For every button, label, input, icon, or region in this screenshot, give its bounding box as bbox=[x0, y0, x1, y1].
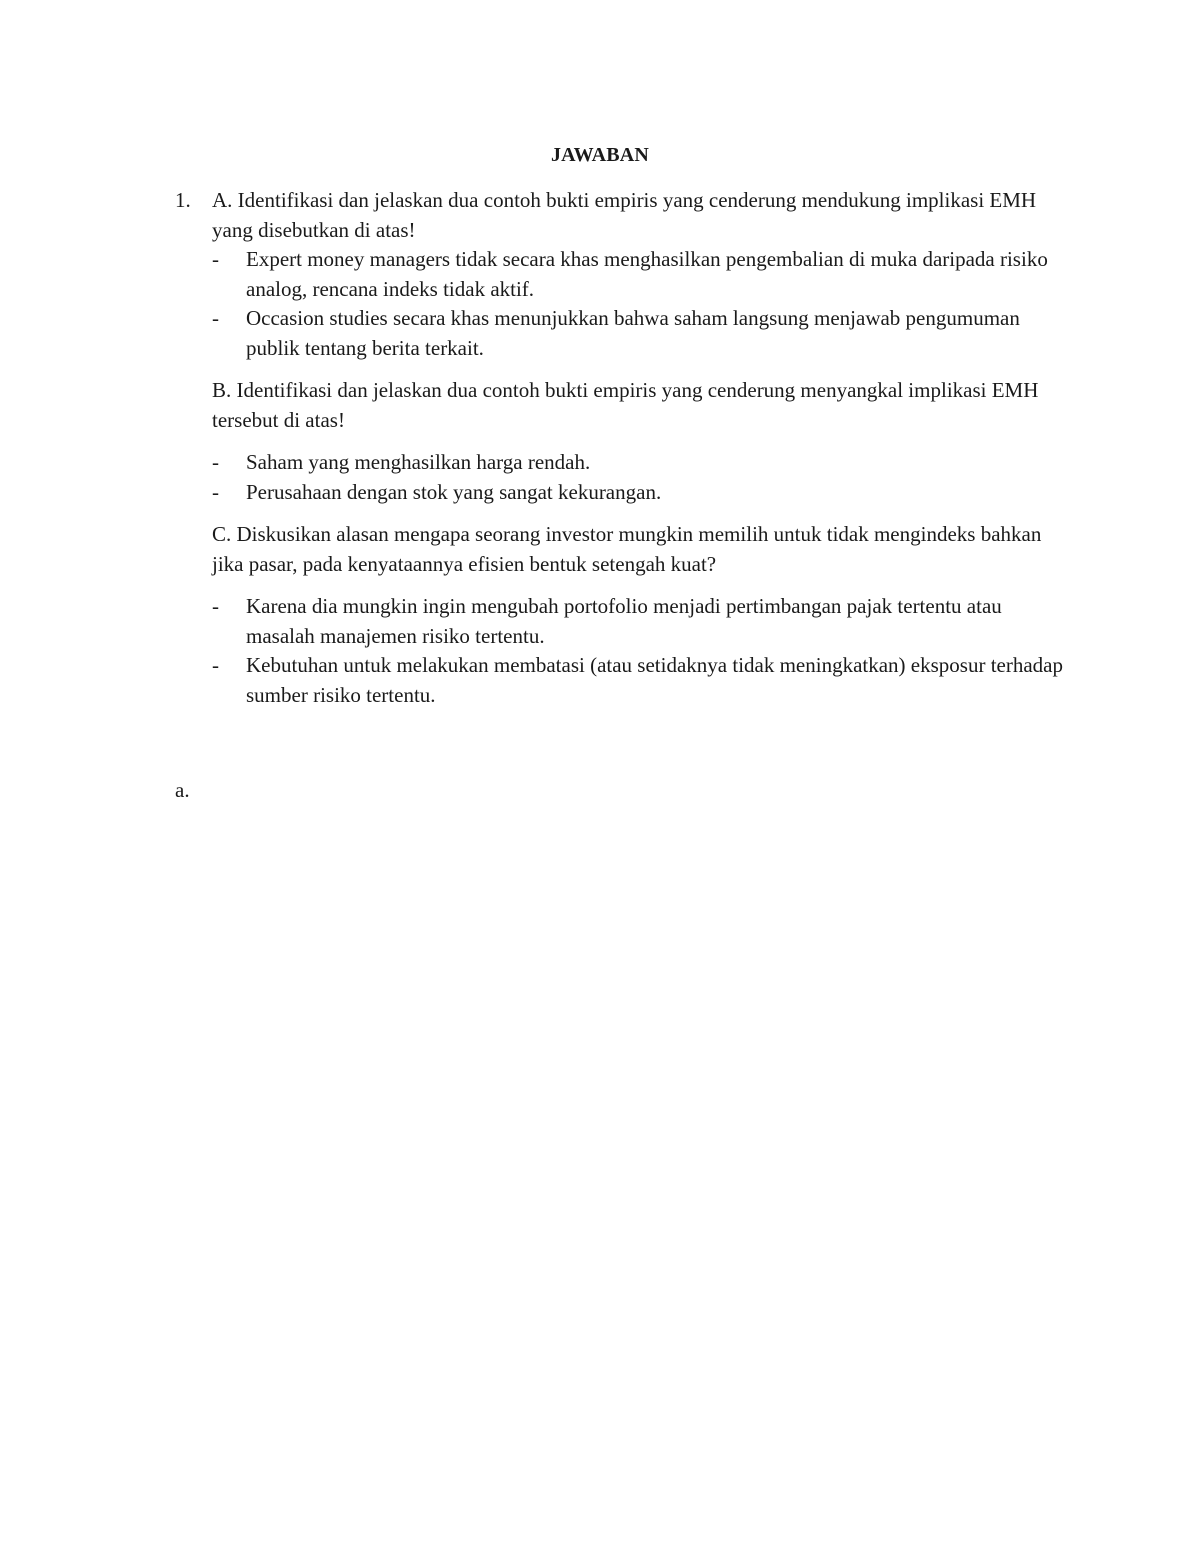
dash-marker: - bbox=[212, 450, 219, 474]
bullet-text: Occasion studies secara khas menunjukkan bahwa saham langsung menjawab pengumuman publik tentang berita terkait. bbox=[246, 306, 1020, 360]
bullet-text: Expert money managers tidak secara khas menghasilkan pengembalian di muka daripada risiko analog, rencana indeks tidak aktif. bbox=[246, 247, 1048, 301]
dash-marker: - bbox=[212, 306, 219, 330]
list-item bbox=[212, 245, 1075, 304]
bullet-list-c bbox=[212, 592, 1075, 710]
section-a bbox=[212, 186, 1075, 363]
item-body bbox=[212, 186, 1075, 710]
dash-marker: - bbox=[212, 594, 219, 618]
dash-marker: - bbox=[212, 247, 219, 271]
question-c: C. Diskusikan alasan mengapa seorang investor mungkin memilih untuk tidak mengindeks bahkan jika pasar, pada kenyataannya efisien bentuk setengah kuat? bbox=[212, 522, 1042, 576]
document-content bbox=[175, 186, 1075, 710]
list-item bbox=[212, 592, 1075, 651]
section-b bbox=[212, 376, 1075, 507]
bullet-list-b bbox=[212, 448, 1075, 507]
dash-marker: - bbox=[212, 653, 219, 677]
trailing-label: a. bbox=[175, 778, 190, 802]
question-b: B. Identifikasi dan jelaskan dua contoh bukti empiris yang cenderung menyangkal implikasi EMH tersebut di atas! bbox=[212, 378, 1039, 432]
dash-marker: - bbox=[212, 479, 219, 504]
list-item bbox=[212, 448, 1075, 478]
bullet-text: Kebutuhan untuk melakukan membatasi (atau setidaknya tidak meningkatkan) eksposur terhadap sumber risiko tertentu. bbox=[246, 653, 1064, 707]
bullet-text: Saham yang menghasilkan harga rendah. bbox=[246, 450, 591, 474]
section-c bbox=[212, 520, 1075, 710]
list-item bbox=[212, 651, 1075, 710]
document-title: JAWABAN bbox=[550, 144, 650, 166]
list-item bbox=[212, 478, 1075, 508]
question-a: A. Identifikasi dan jelaskan dua contoh bukti empiris yang cenderung mendukung implikasi EMH yang disebutkan di atas! bbox=[212, 188, 1037, 242]
bullet-list-a bbox=[212, 245, 1075, 363]
item-number: 1. bbox=[175, 188, 191, 212]
bullet-text: Karena dia mungkin ingin mengubah portofolio menjadi pertimbangan pajak tertentu atau masalah manajemen risiko tertentu. bbox=[246, 594, 1002, 648]
answer-item-1 bbox=[175, 186, 1075, 710]
bullet-text: Perusahaan dengan stok yang sangat kekurangan. bbox=[246, 479, 662, 504]
list-item bbox=[212, 304, 1075, 363]
